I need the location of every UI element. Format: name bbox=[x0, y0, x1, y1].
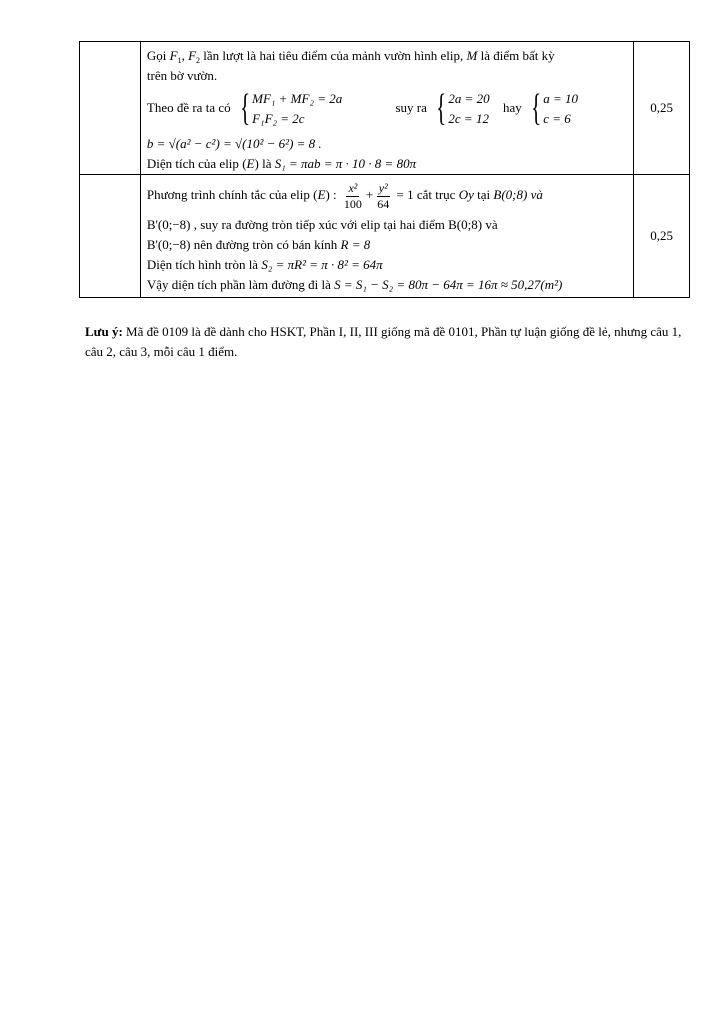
fraction bbox=[375, 181, 391, 212]
math: 100 bbox=[343, 196, 362, 211]
table-row bbox=[80, 175, 690, 298]
math: B(0;8) và bbox=[493, 187, 543, 202]
math: F₁F₂ = 2c bbox=[252, 111, 305, 127]
math: 64 bbox=[377, 196, 390, 211]
note-text: Mã đề 0109 là đề dành cho HSKT, Phần I, II, III giống mã đề 0101, Phần tự luận giống đề lẻ, nhưng câu 1, câu 2, câu 3, mỗi câu 1 điểm. bbox=[85, 324, 682, 359]
solution-cell: Phương trình chính tắc của elip (E) : $\frac{\text{x²}}{100}$ + $\frac{\text{y²}}{64}$ = 1 cắt trục Oy tại B(0;8) và B'(0;−8) , suy ra đường tròn tiếp xúc với elip tại hai điểm B(0;8) và B'(0;−8) nên đường tròn có bán kính R = 8 Diện tích hình tròn là S₂ = πR² = π · 8² = 64π Vậy diện tích phần làm đường đi là S = S₁ − S₂ = 80π − 64π = 16π ≈ 50,27(m²) bbox=[140, 175, 633, 298]
math: a = 10 bbox=[543, 91, 578, 107]
note-label: Lưu ý: bbox=[85, 324, 123, 339]
math: R = 8 bbox=[340, 237, 371, 252]
score-cell: 0,25 bbox=[634, 175, 690, 298]
math: S₂ = πR² = π · 8² = 64π bbox=[261, 257, 383, 272]
text: là bbox=[262, 156, 272, 171]
text: là điểm bất kỳ bbox=[480, 48, 555, 63]
text: Gọi bbox=[146, 48, 167, 63]
text: hay bbox=[502, 100, 522, 115]
fraction bbox=[342, 181, 364, 212]
equation-system: { MF₁ + MF₂ = 2a F₁F₂ = 2c bbox=[239, 87, 343, 130]
text: Diện tích hình tròn là bbox=[146, 257, 259, 272]
math: S₁ = πab = π · 10 · 8 = 80π bbox=[274, 156, 417, 171]
table-row bbox=[80, 42, 690, 175]
footnote bbox=[85, 322, 690, 362]
answer-table bbox=[79, 41, 690, 298]
math: B(0;8) và bbox=[448, 217, 498, 232]
text: cắt trục bbox=[416, 187, 456, 202]
math: MF₁ + MF₂ = 2a bbox=[252, 91, 343, 107]
text: trên bờ vườn. bbox=[146, 68, 218, 83]
text: B'(0;−8) , suy ra đường tròn tiếp xúc với elip tại hai điểm bbox=[146, 217, 445, 232]
math: b = √(a² − c²) = √(10² − 6²) = 8 . bbox=[146, 136, 322, 151]
equation-system: { 2a = 20 2c = 12 bbox=[436, 87, 490, 130]
math: S = S₁ − S₂ = 80π − 64π = 16π ≈ 50,27(m²) bbox=[334, 277, 563, 292]
math: = 1 bbox=[396, 187, 414, 202]
math: c = 6 bbox=[543, 111, 571, 127]
question-cell bbox=[80, 42, 141, 175]
solution-cell: Gọi $F_1$, $F_2$ lần lượt là hai tiêu điểm của mảnh vườn hình elip, M là điểm bất kỳ trên bờ vườn. Theo đề ra ta có { MF₁ + MF₂ = 2a F₁F₂ = 2c suy ra { 2a = 20 2c = 12 hay { a = 10 c = 6 b = √(a² − c²) = √(10² − 6²) = 8 . Diện tích của elip (E) là S₁ = πab = π · 10 · 8 = 80π bbox=[140, 42, 633, 175]
text: Phương trình chính tắc của elip bbox=[146, 187, 310, 202]
text: Diện tích của elip bbox=[146, 156, 239, 171]
text: Vậy diện tích phần làm đường đi là bbox=[146, 277, 331, 292]
question-cell bbox=[80, 175, 141, 298]
score-cell: 0,25 bbox=[634, 42, 690, 175]
math: 2a = 20 bbox=[448, 91, 490, 107]
text: tại bbox=[477, 187, 491, 202]
math: y² bbox=[378, 180, 388, 195]
text: B'(0;−8) nên đường tròn có bán kính bbox=[146, 237, 338, 252]
equation-system: { a = 10 c = 6 bbox=[531, 87, 578, 130]
text: lần lượt là hai tiêu điểm của mảnh vườn hình elip, bbox=[203, 48, 464, 63]
math: x² bbox=[348, 180, 358, 195]
math: 2c = 12 bbox=[448, 111, 489, 127]
text: suy ra bbox=[395, 100, 427, 115]
text: Theo đề ra ta có bbox=[146, 100, 231, 115]
